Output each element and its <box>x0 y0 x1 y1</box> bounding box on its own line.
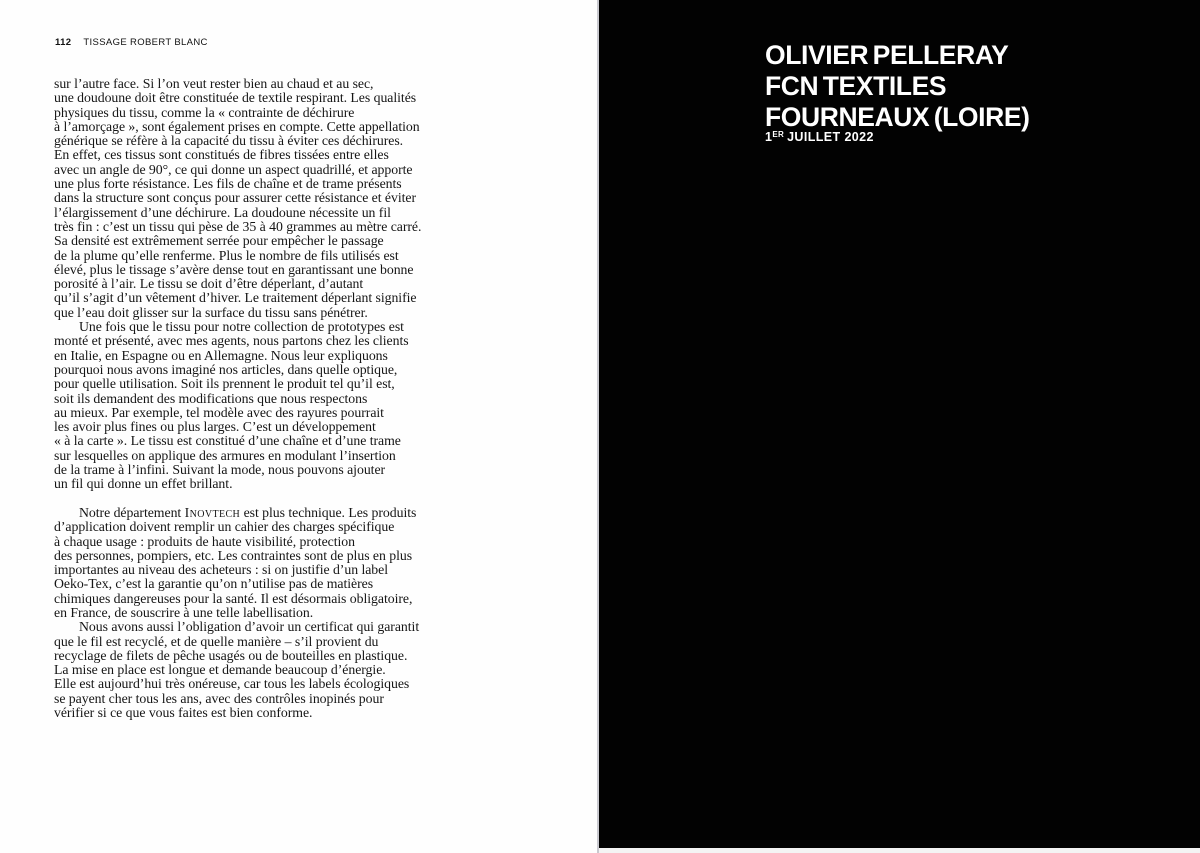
text-line: au mieux. Par exemple, tel modèle avec des rayures pourrait <box>54 404 384 420</box>
text-line: que le fil est recyclé, et de quelle manière – s’il provient du <box>54 633 379 649</box>
text-line: porosité à l’air. Le tissu se doit d’être déperlant, d’autant <box>54 276 364 292</box>
text-line: l’élargissement d’une déchirure. La doudoune nécessite un fil <box>54 204 391 220</box>
text-line: La mise en place est longue et demande beaucoup d’énergie. <box>54 662 386 678</box>
text-line: monté et présenté, avec mes agents, nous partons chez les clients <box>54 333 409 349</box>
running-header <box>55 37 208 48</box>
paragraph <box>54 320 478 492</box>
text-line: Sa densité est extrêmement serrée pour empêcher le passage <box>54 233 384 249</box>
paragraph <box>54 506 478 620</box>
text-line: pour quelle utilisation. Soit ils prennent le produit tel qu’il est, <box>54 376 395 392</box>
date-ordinal: ER <box>772 130 785 139</box>
text-line: sur lesquelles on applique des armures en modulant l’insertion <box>54 447 396 463</box>
chapter-title-line: FCN TEXTILES <box>765 71 947 101</box>
text-line: de la trame à l’infini. Suivant la mode, nous pouvons ajouter <box>54 462 386 478</box>
text-line: En effet, ces tissus sont constitués de fibres tissées entre elles <box>54 147 389 163</box>
text-line: importantes au niveau des acheteurs : si on justifie d’un label <box>54 562 389 578</box>
text-line: élevé, plus le tissage s’avère dense tout en garantissant une bonne <box>54 261 414 277</box>
text-line: dans la structure sont conçus pour assurer cette résistance et éviter <box>54 190 417 206</box>
text-line: en France, de souscrire à une telle labellisation. <box>54 604 314 620</box>
page-number: 112 <box>55 37 72 48</box>
text-line: d’application doivent remplir un cahier des charges spécifique <box>54 519 395 535</box>
text-line: des personnes, pompiers, etc. Les contraintes sont de plus en plus <box>54 547 413 563</box>
chapter-title <box>765 40 1030 133</box>
text-line: sur l’autre face. Si l’on veut rester bien au chaud et au sec, <box>54 76 374 91</box>
text-line: très fin : c’est un tissu qui pèse de 35 à 40 grammes au mètre carré. <box>54 218 422 234</box>
text-line: à chaque usage : produits de haute visibilité, protection <box>54 533 355 549</box>
text-line: pourquoi nous avons imaginé nos articles, dans quelle optique, <box>54 361 398 377</box>
page-bottom-edge <box>599 848 1200 853</box>
text-line: générique se réfère à la capacité du tissu à éviter ces déchirures. <box>54 133 404 149</box>
text-line: « à la carte ». Le tissu est constitué d’une chaîne et d’une trame <box>54 433 401 449</box>
text-line: physiques du tissu, comme la « contrainte de déchirure <box>54 104 355 120</box>
body-text <box>54 77 478 720</box>
date-day: 1 <box>765 130 773 144</box>
text-line: avec un angle de 90°, ce qui donne un aspect quadrillé, et apporte <box>54 161 413 177</box>
text-line: Elle est aujourd’hui très onéreuse, car tous les labels écologiques <box>54 676 410 692</box>
text-line: recyclage de filets de pêche usagés ou de bouteilles en plastique. <box>54 647 408 663</box>
text-line: Une fois que le tissu pour notre collection de prototypes est <box>79 319 404 335</box>
text-line: se payent cher tous les ans, avec des contrôles inopinés pour <box>54 690 384 706</box>
text-line: qu’il s’agit d’un vêtement d’hiver. Le traitement déperlant signifie <box>54 290 417 306</box>
chapter-date <box>765 130 874 144</box>
text-line: une doudoune doit être constituée de textile respirant. Les qualités <box>54 90 417 106</box>
text-line: chimiques dangereuses pour la santé. Il est désormais obligatoire, <box>54 590 413 606</box>
text-line: un fil qui donne un effet brillant. <box>54 476 233 492</box>
right-page <box>599 0 1200 848</box>
text-line: à l’amorçage », sont également prises en compte. Cette appellation <box>54 118 420 134</box>
chapter-title-line: FOURNEAUX (LOIRE) <box>765 102 1030 132</box>
text-line: Notre département Inovtech est plus technique. Les produits <box>79 504 417 520</box>
text-line: une plus forte résistance. Les fils de chaîne et de trame présents <box>54 176 402 192</box>
chapter-title-line: OLIVIER PELLERAY <box>765 40 1009 70</box>
text-line: soit ils demandent des modifications que nous respectons <box>54 390 368 406</box>
text-line: Nous avons aussi l’obligation d’avoir un certificat qui garantit <box>79 619 420 635</box>
text-line: que l’eau doit glisser sur la surface du tissu sans pénétrer. <box>54 304 368 320</box>
smallcaps-term: Inovtech <box>184 504 241 520</box>
running-title: TISSAGE ROBERT BLANC <box>83 37 208 48</box>
text-line: de la plume qu’elle renferme. Plus le nombre de fils utilisés est <box>54 247 399 263</box>
paragraph <box>54 620 478 720</box>
left-page <box>0 0 599 853</box>
text-line: Oeko-Tex, c’est la garantie qu’on n’utilise pas de matières <box>54 576 374 592</box>
paragraph <box>54 77 478 320</box>
text-line: en Italie, en Espagne ou en Allemagne. Nous leur expliquons <box>54 347 388 363</box>
text-line: vérifier si ce que vous faites est bien conforme. <box>54 705 313 721</box>
date-rest: JUILLET 2022 <box>787 130 874 144</box>
text-line: les avoir plus fines ou plus larges. C’est un développement <box>54 419 376 435</box>
